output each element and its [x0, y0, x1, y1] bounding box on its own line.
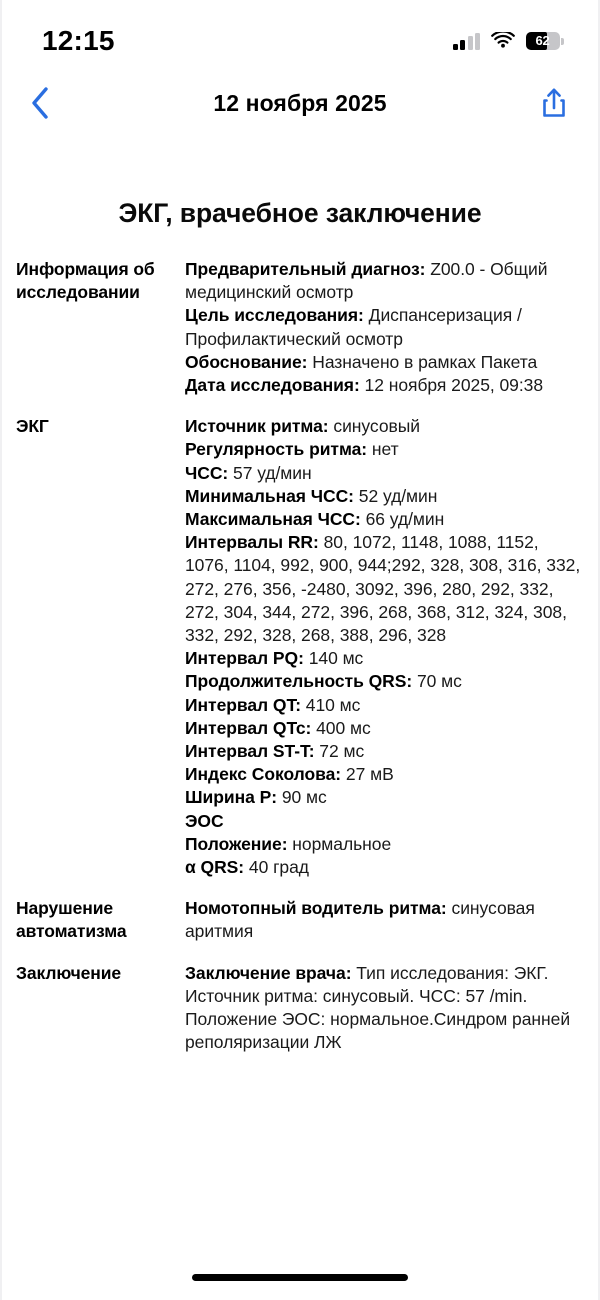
field-value: Назначено в рамках Пакета — [312, 351, 538, 372]
section-content — [185, 962, 584, 1055]
field-value: 400 мс — [311, 717, 371, 738]
report-field — [185, 462, 584, 485]
report-section — [16, 962, 584, 1055]
field-value: 27 мВ — [341, 764, 394, 785]
report-sections — [16, 258, 584, 1055]
field-key: α QRS: — [185, 857, 245, 878]
report-field — [185, 717, 584, 740]
field-value: нормальное — [287, 833, 392, 854]
field-value: 66 уд/мин — [360, 509, 445, 530]
report-field — [185, 531, 584, 647]
section-content — [185, 897, 584, 943]
cellular-signal-icon — [453, 33, 481, 50]
field-value: 57 уд/мин — [228, 462, 312, 483]
report-field — [185, 304, 584, 350]
report-field — [185, 833, 584, 856]
section-label: Нарушение автоматизма — [16, 898, 127, 942]
field-value: 410 мс — [300, 694, 361, 715]
field-key: Интервалы RR: — [185, 532, 319, 553]
report-field — [185, 962, 584, 1055]
document-title: ЭКГ, врачебное заключение — [118, 198, 482, 228]
report-field — [185, 856, 584, 879]
report-field — [185, 508, 584, 531]
field-value: Z00.0 - Общий медицинский осмотр — [185, 259, 548, 303]
field-key: Минимальная ЧСС: — [185, 485, 354, 506]
share-button[interactable] — [526, 82, 568, 124]
field-key: Максимальная ЧСС: — [185, 509, 361, 530]
report-field — [185, 485, 584, 508]
home-indicator[interactable] — [192, 1274, 408, 1281]
report-field — [185, 351, 584, 374]
battery-percent-label: 62 — [535, 33, 550, 48]
status-bar — [2, 0, 598, 72]
report-field — [185, 897, 584, 943]
field-key: Интервал QTc: — [185, 717, 312, 738]
field-key: Обоснование: — [185, 351, 313, 372]
report-field — [185, 740, 584, 763]
field-key: Индекс Соколова: — [185, 764, 342, 785]
report-field — [185, 786, 584, 809]
field-value: синусовая аритмия — [185, 898, 535, 942]
field-key: Интервал QT: — [185, 694, 301, 715]
share-icon — [540, 86, 568, 120]
section-content — [185, 415, 584, 879]
field-key: ЧСС: — [185, 462, 229, 483]
field-value: 40 град — [244, 857, 309, 878]
field-key: Предварительный диагноз: — [185, 259, 431, 279]
report-field — [185, 694, 584, 717]
field-key: Регулярность ритма: — [185, 439, 368, 460]
report-field — [185, 438, 584, 461]
report-section — [16, 258, 584, 397]
report-field — [185, 415, 584, 438]
report-section — [16, 897, 584, 943]
navigation-bar — [2, 72, 598, 134]
field-value: Тип исследования: ЭКГ. Источник ритма: синусовый. ЧСС: 57 /min. Положение ЭОС: нормальное.Синдром ранней реполяризации ЛЖ — [185, 962, 571, 1053]
field-heading: ЭОС — [185, 810, 224, 831]
field-value: 80, 1072, 1148, 1088, 1152, 1076, 1104, 992, 900, 944;292, 328, 308, 316, 332, 272, 276, 356, -2480, 3092, 396, 280, 292, 332, 272, 304, 344, 272, 396, 268, 368, 312, 324, 308, 332, 292, 328, 268, 388, 296, 328 — [185, 532, 581, 646]
wifi-icon — [491, 32, 515, 50]
section-content — [185, 258, 584, 397]
field-key: Номотопный водитель ритма: — [185, 898, 447, 919]
field-key: Интервал ST-T: — [185, 741, 315, 762]
field-key: Ширина P: — [185, 787, 278, 808]
field-value: 140 мс — [303, 648, 364, 669]
field-value: Диспансеризация / Профилактический осмотр — [185, 305, 522, 349]
field-value: 70 мс — [412, 671, 462, 692]
chevron-left-icon — [30, 86, 50, 120]
report-field — [185, 374, 584, 397]
document-body — [2, 198, 598, 1055]
field-value: 12 ноября 2025, 09:38 — [364, 375, 544, 396]
field-key: Цель исследования: — [185, 305, 364, 326]
battery-icon — [526, 32, 560, 50]
field-value: 90 мс — [277, 787, 327, 808]
report-section — [16, 415, 584, 879]
section-label: Заключение — [16, 962, 122, 983]
field-value: 72 мс — [314, 741, 365, 762]
field-value: 52 уд/мин — [353, 485, 438, 506]
field-value: нет — [367, 439, 399, 460]
section-label: ЭКГ — [16, 416, 49, 437]
field-key: Интервал PQ: — [185, 648, 304, 669]
status-bar-time: 12:15 — [42, 25, 115, 56]
section-label: Информация об исследовании — [16, 259, 155, 302]
status-bar-indicators — [453, 32, 561, 50]
report-field — [185, 647, 584, 670]
field-key: Положение: — [185, 833, 288, 854]
field-value: синусовый — [328, 416, 420, 437]
report-field — [185, 670, 584, 693]
field-key: Дата исследования: — [185, 375, 365, 396]
report-field — [185, 258, 584, 304]
back-button[interactable] — [30, 82, 72, 124]
field-key: Продолжительность QRS: — [185, 671, 413, 692]
field-key: Источник ритма: — [185, 416, 329, 437]
page-title: 12 ноября 2025 — [213, 89, 387, 116]
field-key: Заключение врача: — [185, 962, 352, 983]
report-field — [185, 763, 584, 786]
